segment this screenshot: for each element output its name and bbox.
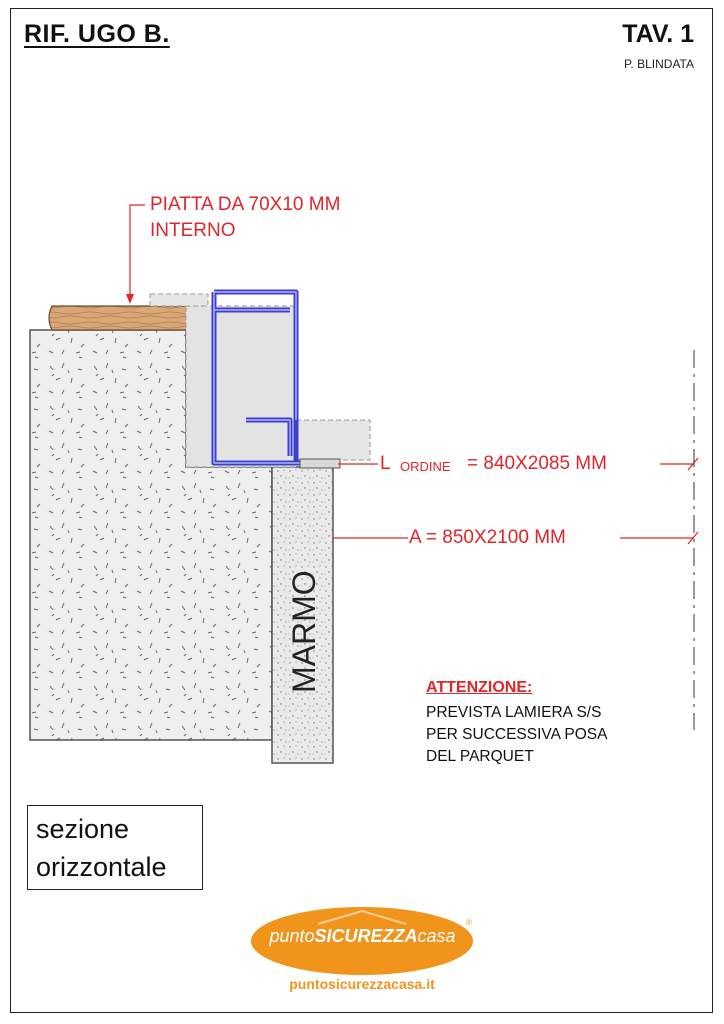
l-ordine-label: ORDINE (400, 459, 451, 474)
warning-line-3: DEL PARQUET (426, 748, 534, 765)
table-number: TAV. 1 (622, 20, 694, 48)
section-type-box (27, 805, 203, 890)
door-type-subtitle: P. BLINDATA (623, 57, 694, 71)
logo-middle: SICUREZZA (314, 926, 418, 946)
logo-wordmark (260, 926, 465, 947)
warning-title: ATTENZIONE: (426, 679, 533, 696)
wood-flat-bar (49, 306, 206, 330)
piatta-label-line2: INTERNO (150, 220, 236, 241)
counterframe-infill (186, 306, 296, 467)
a-dimension-value: A = 850X2100 MM (409, 527, 566, 548)
registered-mark: ® (466, 918, 472, 927)
logo-suffix: casa (417, 926, 456, 946)
counterframe-dashed-right (296, 420, 370, 460)
section-type-line2: orizzontale (36, 852, 167, 882)
l-letter: L (380, 453, 391, 474)
reference-title: RIF. UGO B. (24, 20, 170, 48)
piatta-label-line1: PIATTA DA 70X10 MM (150, 194, 341, 215)
logo-url: puntosicurezzacasa.it (289, 976, 435, 992)
warning-line-1: PREVISTA LAMIERA S/S (426, 704, 602, 721)
marmo-label (286, 653, 323, 693)
piatta-leader (130, 205, 145, 300)
warning-line-2: PER SUCCESSIVA POSA (426, 726, 608, 743)
section-type-line1: sezione (36, 814, 130, 844)
counterframe-dashed-top (150, 294, 208, 306)
l-dimension-value: = 840X2085 MM (467, 453, 607, 474)
logo-prefix: punto (269, 926, 315, 946)
